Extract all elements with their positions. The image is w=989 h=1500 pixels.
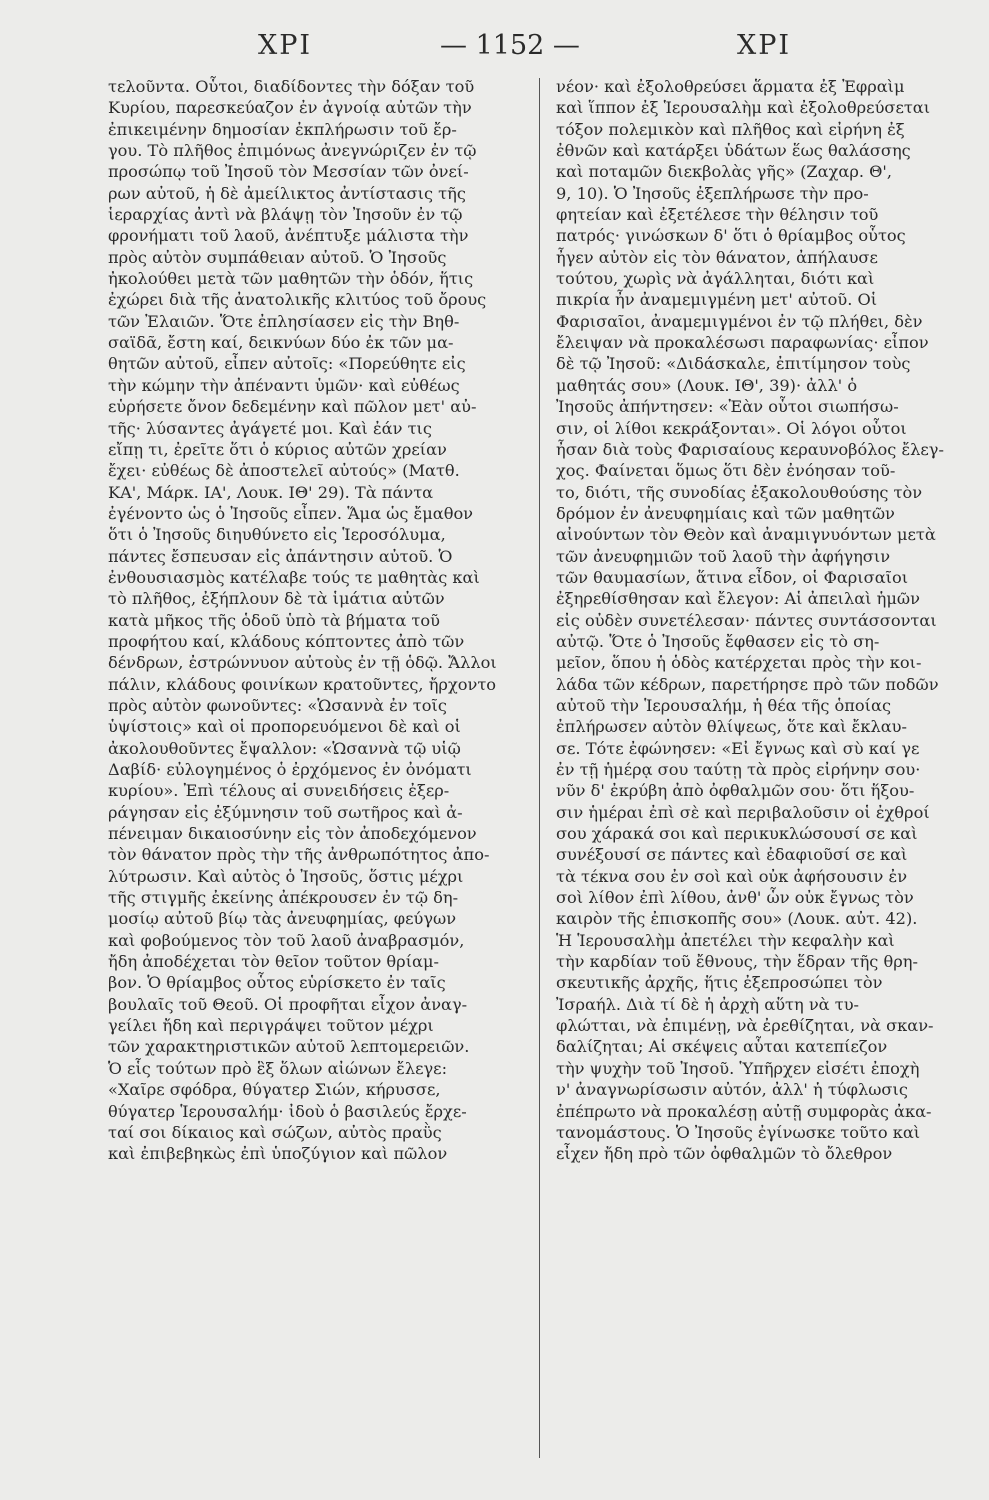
text-line: Ὁ εἷς τούτων πρὸ ἓξ ὅλων αἰώνων ἔλεγε:: [108, 1058, 448, 1078]
text-line: ἐπλήρωσεν αὐτὸν θλίψεως, ὅτε καὶ ἔκλαυ-: [556, 717, 907, 737]
text-line: πατρός· γινώσκων δ' ὅτι ὁ θρίαμβος οὗτος: [556, 226, 906, 246]
text-line: ἐν τῇ ἡμέρᾳ σου ταύτῃ τὰ πρὸς εἰρήνην σου·: [556, 760, 921, 779]
text-line: λάδα τῶν κέδρων, παρετήρησε πρὸ τῶν ποδῶν: [556, 674, 939, 694]
text-line: εἶχεν ἤδη πρὸ τῶν ὀφθαλμῶν τὸ ὄλεθρον: [556, 1144, 893, 1164]
text-line: μεῖον, ὅπου ἡ ὁδὸς κατέρχεται πρὸς τὴν κοι-: [556, 653, 922, 673]
text-line: καιρὸν τῆς ἐπισκοπῆς σου» (Λουκ. αὐτ. 42).: [556, 909, 918, 929]
page-number: — 1152 —: [440, 30, 580, 61]
text-line: ἐνθουσιασμὸς κατέλαβε τούς τε μαθητὰς καὶ: [108, 567, 480, 587]
text-line: τούτου, χωρὶς νὰ ἀγάλληται, διότι καὶ: [556, 269, 875, 289]
text-line: ὅτι ὁ Ἰησοῦς διηυθύνετο εἰς Ἱεροσόλυμα,: [108, 525, 446, 545]
text-line: Ἰησοῦς ἀπήντησεν: «Ἐὰν οὗτοι σιωπήσω-: [556, 397, 899, 417]
left-text-column: [108, 76, 522, 1476]
text-line: δὲ τῷ Ἰησοῦ: «Διδάσκαλε, ἐπιτίμησον τοὺς: [556, 354, 911, 374]
text-line: θύγατερ Ἱερουσαλήμ· ἰδοὺ ὁ βασιλεύς ἔρχε-: [108, 1101, 467, 1121]
text-line: ἐπικειμένην δημοσίαν ἐκπλήρωσιν τοῦ ἔρ-: [108, 119, 457, 139]
text-line: μαθητάς σου» (Λουκ. ΙΘ', 39)· ἀλλ' ὁ: [556, 375, 858, 395]
running-head-right: ΧΡΙ: [737, 30, 792, 61]
text-line: πικρία ἦν ἀναμεμιγμένη μετ' αὐτοῦ. Οἱ: [556, 290, 878, 310]
page-header: [0, 30, 989, 70]
text-line: δρόμον ἐν ἀνευφημίαις καὶ τῶν μαθητῶν: [556, 503, 895, 523]
text-line: τῆς· λύσαντες ἀγάγετέ μοι. Καὶ ἐάν τις: [108, 418, 432, 438]
text-line: τὰ τέκνα σου ἐν σοὶ καὶ οὐκ ἀφήσουσιν ἐν: [556, 866, 908, 886]
text-line: νῦν δ' ἐκρύβη ἀπὸ ὀφθαλμῶν σου· ὅτι ἥξου-: [556, 781, 915, 801]
running-head-left: ΧΡΙ: [258, 30, 313, 61]
text-line: χος. Φαίνεται ὅμως ὅτι δὲν ἐνόησαν τοῦ-: [556, 461, 896, 481]
text-line: καὶ φοβούμενος τὸν τοῦ λαοῦ ἀναβρασμόν,: [108, 930, 465, 950]
text-line: ἐπέπρωτο νὰ προκαλέσῃ αὐτῇ συμφορὰς ἀκα-: [556, 1101, 932, 1121]
text-line: τὴν κώμην τὴν ἀπέναντι ὑμῶν· καὶ εὐθέως: [108, 375, 460, 395]
text-line: ἐχώρει διὰ τῆς ἀνατολικῆς κλιτύος τοῦ ὄρους: [108, 290, 487, 310]
text-line: ἔχει· εὐθέως δὲ ἀποστελεῖ αὐτούς» (Ματθ.: [108, 461, 460, 481]
text-line: βον. Ὁ θρίαμβος οὗτος εὑρίσκετο ἐν ταῖς: [108, 973, 446, 993]
text-line: δαλίζηται; Αἱ σκέψεις αὗται κατεπίεζον: [556, 1037, 888, 1057]
text-line: ὑψίστοις» καὶ οἱ προπορευόμενοι δὲ καὶ οἱ: [108, 717, 461, 737]
text-line: σκευτικῆς ἀρχῆς, ἥτις ἐξεπροσώπει τὸν: [556, 973, 883, 993]
text-line: ΚΑ', Μάρκ. ΙΑ', Λουκ. ΙΘ' 29). Τὰ πάντα: [108, 482, 434, 502]
text-line: τόξον πολεμικὸν καὶ πλῆθος καὶ εἰρήνη ἐξ: [556, 119, 905, 139]
text-line: πένειμαν δικαιοσύνην εἰς τὸν ἀποδεχόμενον: [108, 824, 477, 844]
text-line: ἔλειψαν νὰ προκαλέσωσι παραφωνίας· εἶπον: [556, 333, 929, 353]
text-line: εἰς οὐδὲν συνετέλεσαν· πάντες συντάσσονται: [556, 610, 937, 630]
text-line: ρων αὐτοῦ, ἡ δὲ ἀμείλικτος ἀντίστασις τῆς: [108, 183, 466, 203]
text-line: Κυρίου, παρεσκεύαζον ἐν ἀγνοίᾳ αὐτῶν τὴν: [108, 98, 472, 118]
text-line: ἦγεν αὐτὸν εἰς τὸν θάνατον, ἀπήλαυσε: [556, 247, 878, 267]
text-line: τελοῦντα. Οὗτοι, διαδίδοντες τὴν δόξαν τοῦ: [108, 77, 475, 96]
text-line: ράγησαν εἰς ἐξύμνησιν τοῦ σωτῆρος καὶ ἀ-: [108, 802, 463, 822]
text-line: σε. Τότε ἐφώνησεν: «Εἰ ἔγνως καὶ σὺ καί γε: [556, 738, 920, 758]
text-line: Δαβίδ· εὐλογημένος ὁ ἐρχόμενος ἐν ὀνόματι: [108, 760, 472, 779]
text-line: αἰνούντων τὸν Θεὸν καὶ ἀναμιγνυόντων μετὰ: [556, 525, 936, 545]
text-line: θητῶν αὐτοῦ, εἶπεν αὐτοῖς: «Πορεύθητε εἰς: [108, 354, 466, 374]
text-line: Ἰσραήλ. Διὰ τί δὲ ἡ ἀρχὴ αὕτη νὰ τυ-: [556, 994, 860, 1014]
text-line: ἦσαν διὰ τοὺς Φαρισαίους κεραυνοβόλος ἔλεγ-: [556, 439, 944, 459]
text-line: προφήτου καί, κλάδους κόπτοντες ἀπὸ τῶν: [108, 631, 465, 651]
text-line: τὸ πλῆθος, ἐξήπλουν δὲ τὰ ἱμάτια αὐτῶν: [108, 589, 445, 609]
text-line: τῶν χαρακτηριστικῶν αὐτοῦ λεπτομερειῶν.: [108, 1037, 470, 1057]
text-line: πρὸς αὐτὸν συμπάθειαν αὐτοῦ. Ὁ Ἰησοῦς: [108, 247, 447, 267]
text-line: καὶ ποταμῶν διεκβολὰς γῆς» (Ζαχαρ. Θ',: [556, 162, 893, 182]
text-line: φρονήματι τοῦ λαοῦ, ἀνέπτυξε μάλιστα τὴν: [108, 226, 469, 246]
text-line: ἐθνῶν καὶ κατάρξει ὑδάτων ἕως θαλάσσης: [556, 141, 911, 161]
text-line: πάντες ἔσπευσαν εἰς ἀπάντησιν αὐτοῦ. Ὁ: [108, 546, 453, 566]
text-line: σιν, οἱ λίθοι κεκράξονται». Οἱ λόγοι οὗτοι: [556, 418, 907, 438]
text-line: λύτρωσιν. Καὶ αὐτὸς ὁ Ἰησοῦς, ὅστις μέχρι: [108, 866, 464, 886]
text-line: μοσίῳ αὐτοῦ βίῳ τὰς ἀνευφημίας, φεύγων: [108, 909, 457, 929]
text-line: τῆς στιγμῆς ἐκείνης ἀπέκρουσεν ἐν τῷ δη-: [108, 888, 459, 908]
text-line: ἠκολούθει μετὰ τῶν μαθητῶν τὴν ὁδόν, ἥτις: [108, 269, 474, 289]
text-line: συνέξουσί σε πάντες καὶ ἐδαφιοῦσί σε καὶ: [556, 845, 908, 865]
text-line: τὴν ψυχὴν τοῦ Ἰησοῦ. Ὑπῆρχεν εἰσέτι ἐποχὴ: [556, 1058, 920, 1078]
column-divider: [539, 78, 540, 1458]
text-line: τὸν θάνατον πρὸς τὴν τῆς ἀνθρωπότητος ἀπο-: [108, 845, 490, 865]
text-line: αὐτῷ. Ὅτε ὁ Ἰησοῦς ἔφθασεν εἰς τὸ ση-: [556, 631, 880, 651]
right-text-column: [556, 76, 970, 1476]
text-line: τὴν καρδίαν τοῦ ἔθνους, τὴν ἕδραν τῆς θρη-: [556, 952, 918, 972]
text-line: τῶν ἀνευφημιῶν τοῦ λαοῦ τὴν ἀφήγησιν: [556, 546, 891, 566]
text-line: βουλαῖς τοῦ Θεοῦ. Οἱ προφῆται εἶχον ἀναγ-: [108, 994, 468, 1014]
text-line: τῶν Ἐλαιῶν. Ὅτε ἐπλησίασεν εἰς τὴν Βηθ-: [108, 311, 460, 331]
text-line: γείλει ἤδη καὶ περιγράψει τοῦτον μέχρι: [108, 1016, 434, 1036]
text-line: καὶ ἐπιβεβηκὼς ἐπὶ ὑποζύγιον καὶ πῶλον: [108, 1144, 448, 1164]
text-line: Φαρισαῖοι, ἀναμεμιγμένοι ἐν τῷ πλήθει, δὲν: [556, 311, 923, 331]
text-line: φλώτται, νὰ ἐπιμένῃ, νὰ ἐρεθίζηται, νὰ σκαν-: [556, 1016, 934, 1036]
text-line: εἴπῃ τι, ἐρεῖτε ὅτι ὁ κύριος αὐτῶν χρείαν: [108, 439, 447, 459]
text-line: ἐξηρεθίσθησαν καὶ ἔλεγον: Αἱ ἀπειλαὶ ἡμῶν: [556, 589, 920, 609]
text-line: κατὰ μῆκος τῆς ὁδοῦ ὑπὸ τὰ βήματα τοῦ: [108, 610, 440, 630]
text-line: ἤδη ἀποδέχεται τὸν θεῖον τοῦτον θρίαμ-: [108, 952, 439, 972]
text-line: εὑρήσετε ὄνον δεδεμένην καὶ πῶλον μετ' αὐ-: [108, 397, 477, 417]
text-line: «Χαῖρε σφόδρα, θύγατερ Σιών, κήρυσσε,: [108, 1080, 441, 1100]
text-line: 9, 10). Ὁ Ἰησοῦς ἐξεπλήρωσε τὴν προ-: [556, 183, 869, 203]
text-line: ταί σοι δίκαιος καὶ σώζων, αὐτὸς πραῢς: [108, 1122, 442, 1142]
text-line: τανομάστους. Ὁ Ἰησοῦς ἐγίνωσκε τοῦτο καὶ: [556, 1122, 921, 1142]
text-line: νέον· καὶ ἐξολοθρεύσει ἅρματα ἐξ Ἐφραὶμ: [556, 77, 905, 96]
text-line: ν' ἀναγνωρίσωσιν αὐτόν, ἀλλ' ἡ τύφλωσις: [556, 1080, 908, 1100]
text-line: τῶν θαυμασίων, ἅτινα εἶδον, οἱ Φαρισαῖοι: [556, 567, 909, 587]
text-line: Ἡ Ἱερουσαλὴμ ἀπετέλει τὴν κεφαλὴν καὶ: [556, 930, 895, 950]
text-line: καὶ ἵππον ἐξ Ἱερουσαλὴμ καὶ ἐξολοθρεύσεται: [556, 98, 931, 118]
text-line: πρὸς αὐτὸν φωνοῦντες: «Ὡσαννὰ ἐν τοῖς: [108, 695, 447, 715]
text-line: δένδρων, ἐστρώννυον αὐτοὺς ἐν τῇ ὁδῷ. Ἄλλοι: [108, 653, 497, 673]
text-line: σου χάρακά σοι καὶ περικυκλώσουσί σε καὶ: [556, 824, 918, 844]
text-line: το, διότι, τῆς συνοδίας ἐξακολουθούσης τὸν: [556, 482, 923, 502]
text-line: προσώπῳ τοῦ Ἰησοῦ τὸν Μεσσίαν τῶν ὀνεί-: [108, 162, 469, 182]
text-line: ἀκολουθοῦντες ἔψαλλον: «Ὡσαννὰ τῷ υἱῷ: [108, 738, 461, 758]
text-line: γου. Τὸ πλῆθος ἐπιμόνως ἀνεγνώριζεν ἐν τῷ: [108, 141, 477, 161]
text-line: σαϊδᾶ, ἔστη καί, δεικνύων δύο ἐκ τῶν μα-: [108, 333, 454, 353]
text-line: φητείαν καὶ ἐξετέλεσε τὴν θέλησιν τοῦ: [556, 205, 879, 225]
text-line: κυρίου». Ἐπὶ τέλους αἱ συνειδήσεις ἐξερ-: [108, 781, 450, 801]
text-line: σιν ἡμέραι ἐπὶ σὲ καὶ περιβαλοῦσιν οἱ ἐχθροί: [556, 802, 930, 822]
text-line: ἐγένοντο ὡς ὁ Ἰησοῦς εἶπεν. Ἅμα ὡς ἔμαθον: [108, 503, 474, 523]
text-line: πάλιν, κλάδους φοινίκων κρατοῦντες, ἤρχοντο: [108, 674, 497, 694]
text-line: σοὶ λίθον ἐπὶ λίθου, ἀνθ' ὧν οὐκ ἔγνως τὸν: [556, 888, 914, 908]
text-line: ἱεραρχίας ἀντὶ νὰ βλάψῃ τὸν Ἰησοῦν ἐν τῷ: [108, 205, 463, 225]
text-line: αὐτοῦ τὴν Ἱερουσαλήμ, ἡ θέα τῆς ὁποίας: [556, 695, 892, 715]
